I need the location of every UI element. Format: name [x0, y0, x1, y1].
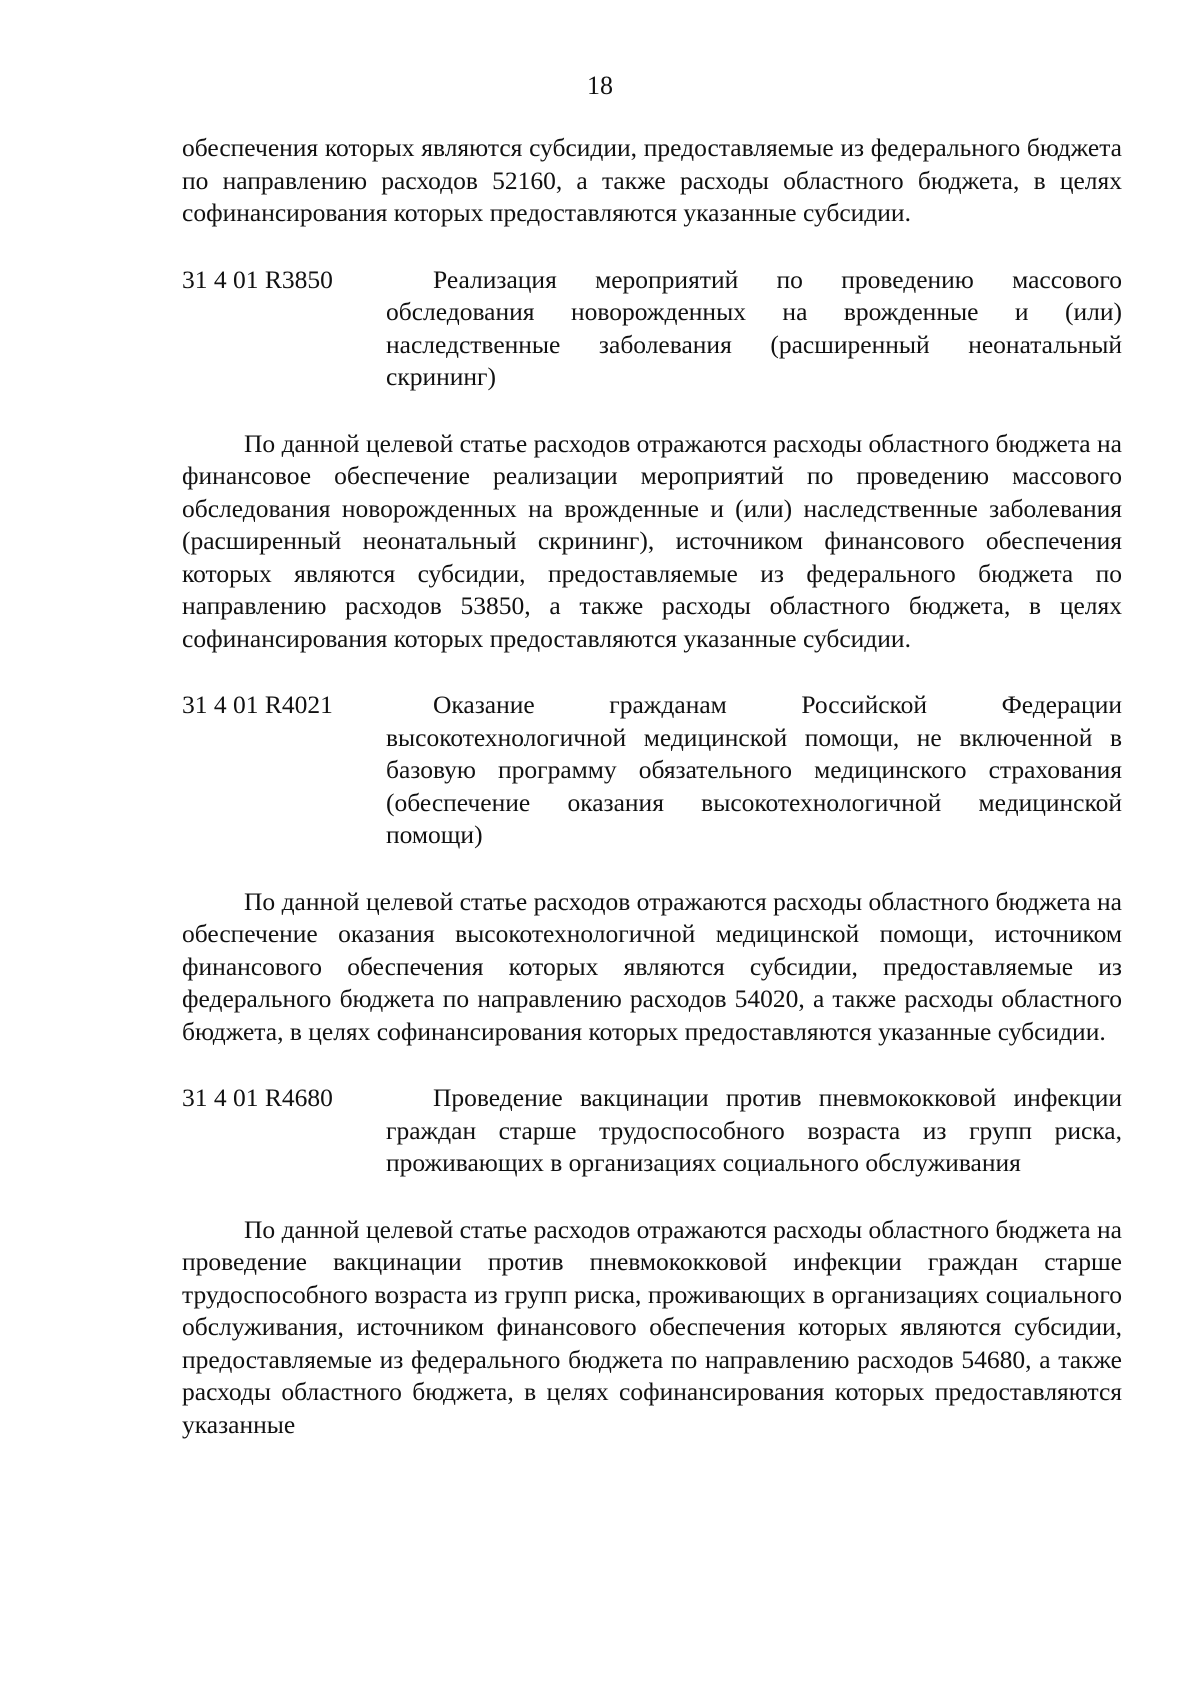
document-body — [182, 132, 1122, 1441]
entry-code: 31 4 01 R4680 — [182, 1083, 333, 1112]
budget-entry-r4021 — [182, 689, 1122, 852]
entry-description: По данной целевой статье расходов отражаются расходы областного бюджета на проведение вакцинации против пневмококковой инфекции граждан старше трудоспособного возраста из групп риска, проживающих в организациях социального обслуживания, источником финансового обеспечения которых являются субсидии, предоставляемые из федерального бюджета по направлению расходов 54680, а также расходы областного бюджета, в целях софинансирования которых предоставляются указанные — [182, 1214, 1122, 1439]
entry-title: Проведение вакцинации против пневмококковой инфекции граждан старше трудоспособного возраста из групп риска, проживающих в организациях социального обслуживания — [386, 1083, 1122, 1177]
intro-paragraph: обеспечения которых являются субсидии, предоставляемые из федерального бюджета по направлению расходов 52160, а также расходы областного бюджета, в целях софинансирования которых предоставляются указанные субсидии. — [182, 133, 1122, 227]
entry-code: 31 4 01 R3850 — [182, 264, 333, 294]
entry-description: По данной целевой статье расходов отражаются расходы областного бюджета на финансовое обеспечение реализации мероприятий по проведению массового обследования новорожденных на врожденные и (или) наследственные заболевания (расширенный неонатальный скрининг), источником финансового обеспечения которых являются субсидии, предоставляемые из федерального бюджета по направлению расходов 53850, а также расходы областного бюджета, в целях софинансирования которых предоставляются указанные субсидии. — [182, 428, 1122, 653]
entry-title: Оказание гражданам Российской Федерации высокотехнологичной медицинской помощи, не включенной в базовую программу обязательного медицинского страхования (обеспечение оказания высокотехнологичной медицинской помощи) — [386, 690, 1122, 849]
entry-title: Реализация мероприятий по проведению массового обследования новорожденных на врожденные и (или) наследственные заболевания (расширенный неонатальный скрининг) — [386, 264, 1122, 391]
page-number: 18 — [587, 71, 613, 100]
entry-description: По данной целевой статье расходов отражаются расходы областного бюджета на обеспечение оказания высокотехнологичной медицинской помощи, источником финансового обеспечения которых являются субсидии, предоставляемые из федерального бюджета по направлению расходов 54020, а также расходы областного бюджета, в целях софинансирования которых предоставляются указанные субсидии. — [182, 886, 1122, 1046]
budget-entry-r4680 — [182, 1082, 1122, 1180]
budget-entry-r3850 — [182, 264, 1122, 394]
entry-code: 31 4 01 R4021 — [182, 690, 333, 719]
